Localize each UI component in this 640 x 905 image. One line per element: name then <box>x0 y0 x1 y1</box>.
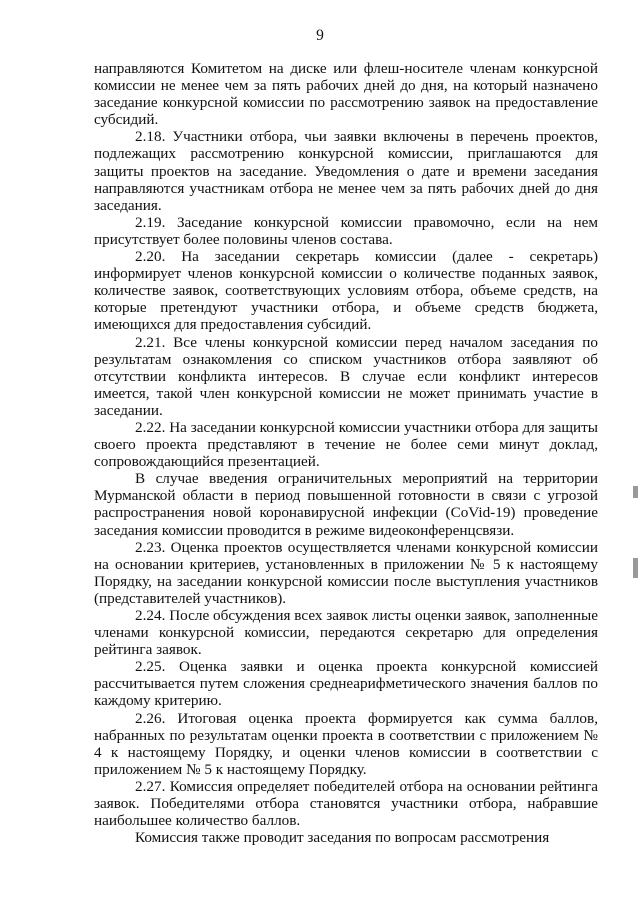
paragraph: В случае введения ограничительных мероприятий на территории Мурманской области в период повышенной готовности в связи с угрозой распространения новой коронавирусной инфекции (CoVid-19) проведение заседания комиссии проводится в режиме видеоконференцсвязи. <box>94 470 598 539</box>
paragraph: 2.26. Итоговая оценка проекта формируется как сумма баллов, набранных по результатам оценки проекта в соответствии с приложением № 4 к настоящему Порядку, и оценки членов комиссии в соответствии с приложением № 5 к настоящему Порядку. <box>94 709 598 778</box>
paragraph: 2.19. Заседание конкурсной комиссии правомочно, если на нем присутствует более половины членов состава. <box>94 213 598 248</box>
paragraph: направляются Комитетом на диске или флеш-носителе членам конкурсной комиссии не менее чем за пять рабочих дней до дня, на который назначено заседание конкурсной комиссии по рассмотрению заявок на предоставление субсидий. <box>94 60 598 129</box>
paragraph: 2.21. Все члены конкурсной комиссии перед началом заседания по результатам ознакомления со списком участников отбора заявляют об отсутствии конфликта интересов. В случае если конфликт интересов имеется, такой член конкурсной комиссии не может принимать участие в заседании. <box>94 333 598 419</box>
paragraph: 2.22. На заседании конкурсной комиссии участники отбора для защиты своего проекта представляют в течение не более семи минут доклад, сопровождающийся презентацией. <box>94 418 598 471</box>
paragraph: 2.24. После обсуждения всех заявок листы оценки заявок, заполненные членами конкурсной комиссии, передаются секретарю для определения рейтинга заявок. <box>94 607 598 659</box>
paragraph: Комиссия также проводит заседания по вопросам рассмотрения <box>135 829 550 847</box>
paragraph: 2.20. На заседании секретарь комиссии (далее - секретарь) информирует членов конкурсной комиссии о количестве поданных заявок, количестве заявок, соответствующих условиям отбора, объеме средств, на которые претендуют участники отбора, и объеме средств бюджета, имеющихся для предоставления субсидий. <box>94 248 598 334</box>
page-number: 9 <box>316 27 324 44</box>
document-body <box>94 60 598 846</box>
scan-edge-mark <box>633 486 638 498</box>
paragraph: 2.25. Оценка заявки и оценка проекта конкурсной комиссией рассчитывается путем сложения среднеарифметического значения баллов по каждому критерию. <box>94 658 598 710</box>
scan-edge-mark <box>633 558 638 578</box>
paragraph: 2.18. Участники отбора, чьи заявки включены в перечень проектов, подлежащих рассмотрению конкурсной комиссии, приглашаются для защиты проектов на заседание. Уведомления о дате и времени заседания направляются участникам отбора не менее чем за пять рабочих дней до дня заседания. <box>94 128 598 214</box>
paragraph: 2.23. Оценка проектов осуществляется членами конкурсной комиссии на основании критериев, установленных в приложении № 5 к настоящему Порядку, на заседании конкурсной комиссии после выступления участников (представителей участников). <box>94 538 598 607</box>
paragraph: 2.27. Комиссия определяет победителей отбора на основании рейтинга заявок. Победителями отбора становятся участники отбора, набравшие наибольшее количество баллов. <box>94 777 598 830</box>
